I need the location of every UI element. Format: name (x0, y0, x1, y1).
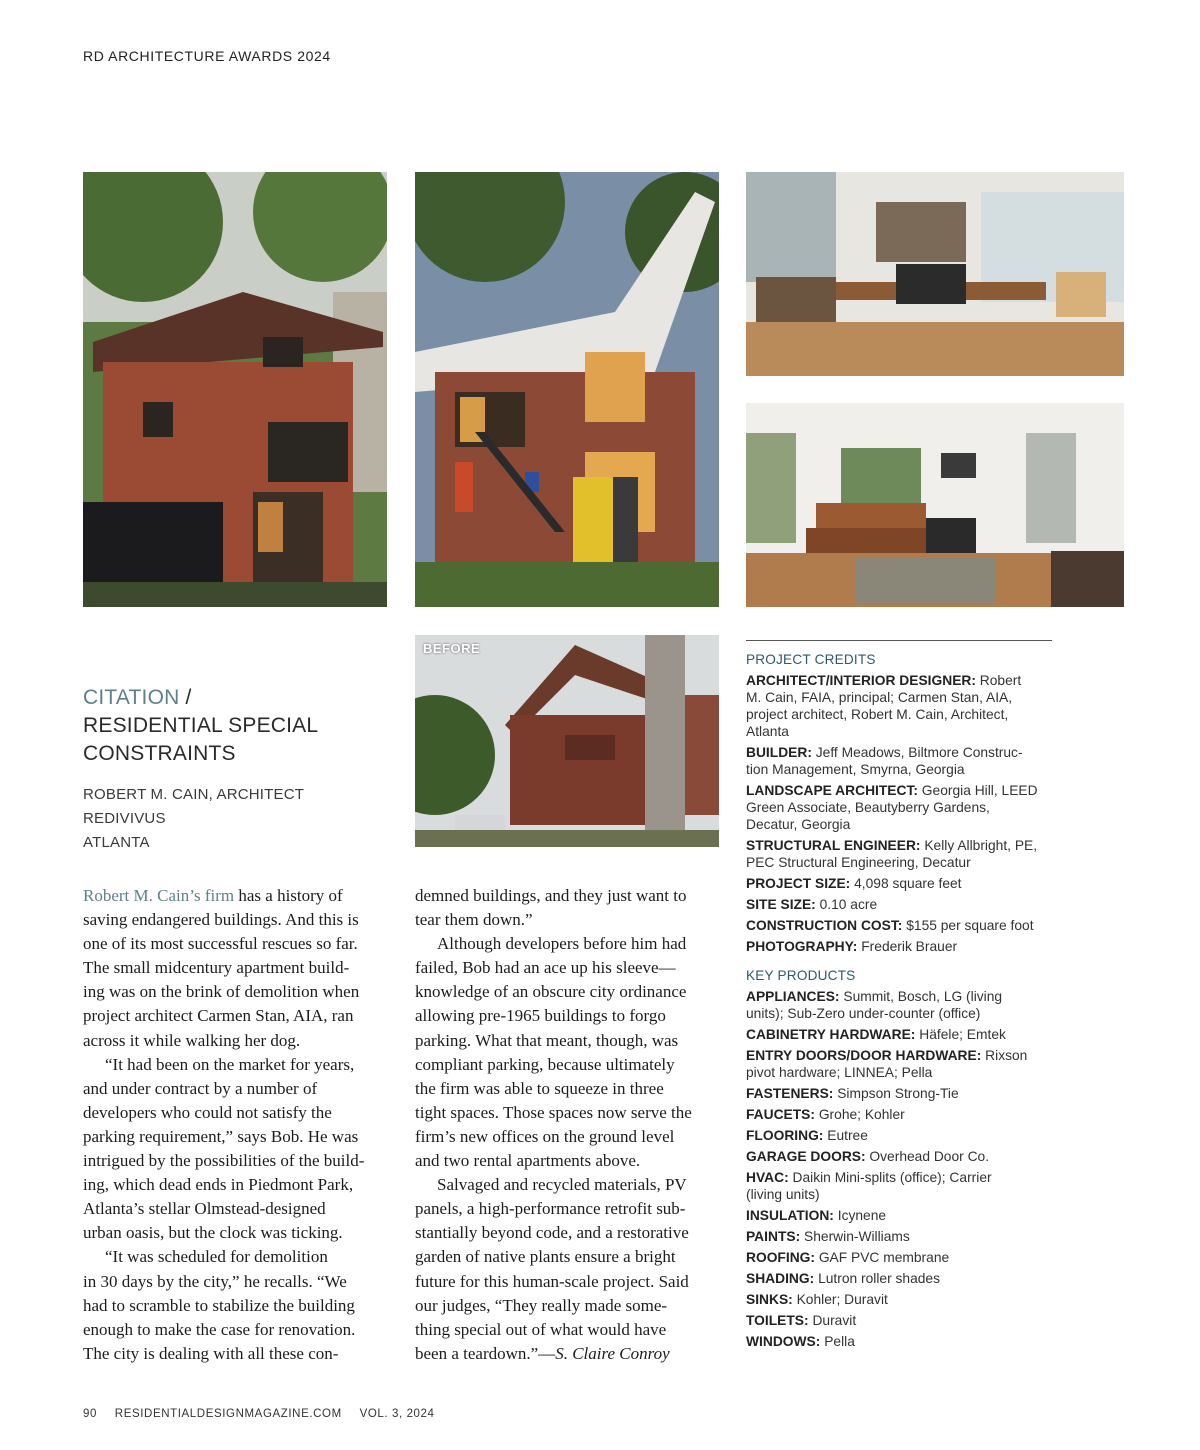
credit-item (746, 672, 1052, 740)
article-line: ing, which dead ends in Piedmont Park, (83, 1175, 354, 1195)
article-line: intrigued by the possibilities of the build- (83, 1151, 365, 1171)
article-line: enough to make the case for renovation. (83, 1319, 356, 1339)
credit-line: Atlanta (746, 724, 789, 739)
credit-line (746, 875, 1052, 892)
article-line: parking. What that meant, though, was (415, 1030, 679, 1050)
credit-item (746, 744, 1052, 778)
article-line: Atlanta’s stellar Olmstead-designed (83, 1199, 326, 1219)
article-line: has a history of (238, 886, 343, 905)
credit-key: STRUCTURAL ENGINEER: (746, 838, 921, 853)
credit-line (746, 1270, 1052, 1287)
credit-key: HVAC: (746, 1170, 789, 1185)
credit-key: SITE SIZE: (746, 897, 816, 912)
article-line: Salvaged and recycled materials, PV (437, 1175, 687, 1195)
credit-value: Jeff Meadows, Biltmore Construc- (815, 745, 1023, 760)
article-line: knowledge of an obscure city ordinance (415, 982, 687, 1002)
credit-item (746, 1085, 1052, 1102)
credit-value: $155 per square foot (906, 918, 1034, 933)
article-line: tight spaces. Those spaces now serve the (415, 1102, 692, 1122)
magazine-site: RESIDENTIALDESIGNMAGAZINE.COM (114, 1408, 342, 1420)
article-line: urban oasis, but the clock was ticking. (83, 1223, 343, 1243)
article-column-2 (415, 884, 725, 1366)
credit-value: Georgia Hill, LEED (921, 783, 1038, 798)
credit-line (746, 672, 1052, 689)
credit-value: Häfele; Emtek (919, 1027, 1006, 1042)
credit-item (746, 1047, 1052, 1081)
credit-item (746, 1207, 1052, 1224)
credit-key: PROJECT SIZE: (746, 876, 851, 891)
article-line: project architect Carmen Stan, AIA, ran (83, 1006, 354, 1026)
credit-line (746, 1148, 1052, 1165)
article-line: one of its most successful rescues so far. (83, 934, 358, 954)
credit-key: ARCHITECT/INTERIOR DESIGNER: (746, 673, 976, 688)
credit-key: APPLIANCES: (746, 989, 840, 1004)
section-header: RD ARCHITECTURE AWARDS 2024 (83, 48, 331, 64)
credit-key: FLOORING: (746, 1128, 824, 1143)
credit-value: Daikin Mini-splits (office); Carrier (792, 1170, 992, 1185)
article-line: and under contract by a number of (83, 1078, 318, 1098)
article-line: saving endangered buildings. And this is (83, 910, 359, 930)
exterior-night-photo (415, 172, 719, 607)
credit-key: ROOFING: (746, 1250, 815, 1265)
credit-item (746, 1291, 1052, 1308)
credit-key: CABINETRY HARDWARE: (746, 1027, 916, 1042)
credit-line: M. Cain, FAIA, principal; Carmen Stan, AIA, (746, 690, 1013, 705)
credits-panel (746, 640, 1052, 1354)
credit-key: FASTENERS: (746, 1086, 834, 1101)
credit-line: Decatur, Georgia (746, 817, 851, 832)
credit-item (746, 1249, 1052, 1266)
article-line: The small midcentury apartment build- (83, 958, 350, 978)
credit-line (746, 1312, 1052, 1329)
article-line: “It had been on the market for years, (105, 1054, 355, 1074)
credit-line (746, 1333, 1052, 1350)
credit-item (746, 1312, 1052, 1329)
credit-line (746, 917, 1052, 934)
credit-item (746, 1169, 1052, 1203)
article-line: thing special out of what would have (415, 1319, 667, 1339)
credit-item (746, 1106, 1052, 1123)
article-line: The city is dealing with all these con- (83, 1343, 339, 1363)
credit-line: Green Associate, Beautyberry Gardens, (746, 800, 990, 815)
project-name: REDIVIVUS (83, 810, 166, 827)
firm-name: ROBERT M. CAIN, ARCHITECT (83, 786, 305, 803)
credit-line (746, 1085, 1052, 1102)
credit-value: Frederik Brauer (861, 939, 958, 954)
before-label: BEFORE (423, 641, 481, 656)
credit-line (746, 938, 1052, 955)
credit-value: Eutree (827, 1128, 868, 1143)
credit-item (746, 896, 1052, 913)
article-line: tear them down.” (415, 910, 533, 930)
article-line: across it while walking her dog. (83, 1030, 301, 1050)
page-number: 90 (83, 1408, 97, 1420)
credit-item (746, 1270, 1052, 1287)
credit-line (746, 1228, 1052, 1245)
credit-value: Sherwin-Williams (804, 1229, 910, 1244)
credit-value: Icynene (837, 1208, 887, 1223)
article-line: allowing pre-1965 buildings to forgo (415, 1006, 666, 1026)
credit-key: PAINTS: (746, 1229, 801, 1244)
credit-key: BUILDER: (746, 745, 812, 760)
award-category: CITATION (83, 686, 180, 709)
credit-line: PEC Structural Engineering, Decatur (746, 855, 971, 870)
credit-line: pivot hardware; LINNEA; Pella (746, 1065, 933, 1080)
article-line: our judges, “They really made some- (415, 1295, 668, 1315)
credit-key: PHOTOGRAPHY: (746, 939, 858, 954)
credit-value: Grohe; Kohler (818, 1107, 905, 1122)
article-line: stantially beyond code, and a restorative (415, 1223, 689, 1243)
credit-value: Simpson Strong-Tie (837, 1086, 959, 1101)
award-title-line2: CONSTRAINTS (83, 742, 236, 765)
credit-value: Robert (979, 673, 1022, 688)
before-photo (415, 635, 719, 847)
issue-label: VOL. 3, 2024 (359, 1408, 435, 1420)
credit-item (746, 1333, 1052, 1350)
credit-item (746, 782, 1052, 833)
credit-line (746, 1106, 1052, 1123)
article-line: future for this human-scale project. Said (415, 1271, 689, 1291)
credit-line (746, 744, 1052, 761)
credit-line (746, 896, 1052, 913)
credit-line (746, 782, 1052, 799)
firm-info (83, 783, 383, 855)
article-line: been a teardown.”— (415, 1343, 556, 1363)
article-line: Although developers before him had (437, 934, 687, 954)
article-line: in 30 days by the city,” he recalls. “We (83, 1271, 347, 1291)
credit-value: Kelly Allbright, PE, (924, 838, 1038, 853)
credit-line (746, 1026, 1052, 1043)
credit-line (746, 1291, 1052, 1308)
article-line: panels, a high-performance retrofit sub- (415, 1199, 686, 1219)
credit-line (746, 1169, 1052, 1186)
credit-key: GARAGE DOORS: (746, 1149, 866, 1164)
credit-value: Rixson (985, 1048, 1028, 1063)
project-credits-list (746, 672, 1052, 955)
living-room-photo (746, 403, 1124, 607)
page-footer (83, 1408, 449, 1420)
exterior-day-photo (83, 172, 387, 607)
article-line: had to scramble to stabilize the building (83, 1295, 355, 1315)
credit-line (746, 1249, 1052, 1266)
award-title-line1: RESIDENTIAL SPECIAL (83, 714, 319, 737)
credit-key: ENTRY DOORS/DOOR HARDWARE: (746, 1048, 982, 1063)
credit-value: GAF PVC membrane (818, 1250, 950, 1265)
award-separator: / (185, 686, 192, 709)
project-credits-heading: PROJECT CREDITS (746, 652, 876, 667)
article-line: developers who could not satisfy the (83, 1102, 332, 1122)
article-line: and two rental apartments above. (415, 1151, 641, 1171)
credit-line (746, 1207, 1052, 1224)
article-byline: S. Claire Conroy (555, 1343, 670, 1363)
credit-key: SINKS: (746, 1292, 793, 1307)
article-line: failed, Bob had an ace up his sleeve— (415, 958, 676, 978)
credit-item (746, 938, 1052, 955)
credit-line: (living units) (746, 1187, 820, 1202)
article-line: “It was scheduled for demolition (105, 1247, 328, 1267)
credit-item (746, 875, 1052, 892)
key-products-list (746, 988, 1052, 1350)
credit-value: Duravit (812, 1313, 857, 1328)
article-column-1 (83, 884, 393, 1366)
article-lead: Robert M. Cain’s firm (83, 886, 235, 905)
credit-line (746, 988, 1052, 1005)
credit-line: project architect, Robert M. Cain, Architect, (746, 707, 1009, 722)
article-line: compliant parking, because ultimately (415, 1054, 675, 1074)
article-line: garden of native plants ensure a bright (415, 1247, 676, 1267)
key-products-heading: KEY PRODUCTS (746, 968, 856, 983)
credit-value: Pella (824, 1334, 855, 1349)
credit-key: TOILETS: (746, 1313, 809, 1328)
credit-item (746, 1127, 1052, 1144)
credit-key: LANDSCAPE ARCHITECT: (746, 783, 918, 798)
credit-line (746, 1127, 1052, 1144)
credit-line: units); Sub-Zero under-counter (office) (746, 1006, 981, 1021)
credit-line (746, 1047, 1052, 1064)
credit-value: Summit, Bosch, LG (living (843, 989, 1003, 1004)
credit-key: FAUCETS: (746, 1107, 815, 1122)
credit-value: Overhead Door Co. (869, 1149, 990, 1164)
credit-key: CONSTRUCTION COST: (746, 918, 903, 933)
credit-value: 0.10 acre (819, 897, 878, 912)
credit-item (746, 1148, 1052, 1165)
credit-item (746, 917, 1052, 934)
credit-key: INSULATION: (746, 1208, 834, 1223)
article-line: parking requirement,” says Bob. He was (83, 1126, 359, 1146)
credit-key: SHADING: (746, 1271, 815, 1286)
article-line: firm’s new offices on the ground level (415, 1126, 675, 1146)
credit-item (746, 988, 1052, 1022)
credit-item (746, 1026, 1052, 1043)
credit-line (746, 837, 1052, 854)
article-line: demned buildings, and they just want to (415, 886, 687, 905)
credit-key: WINDOWS: (746, 1334, 821, 1349)
credit-line: tion Management, Smyrna, Georgia (746, 762, 965, 777)
article-line: the firm was able to squeeze in three (415, 1078, 664, 1098)
credit-value: Kohler; Duravit (796, 1292, 888, 1307)
credit-value: 4,098 square feet (854, 876, 962, 891)
award-headline (83, 684, 383, 768)
office-interior-photo (746, 172, 1124, 376)
credit-item (746, 1228, 1052, 1245)
credit-value: Lutron roller shades (818, 1271, 941, 1286)
article-line: ing was on the brink of demolition when (83, 982, 360, 1002)
credit-item (746, 837, 1052, 871)
firm-city: ATLANTA (83, 834, 150, 851)
